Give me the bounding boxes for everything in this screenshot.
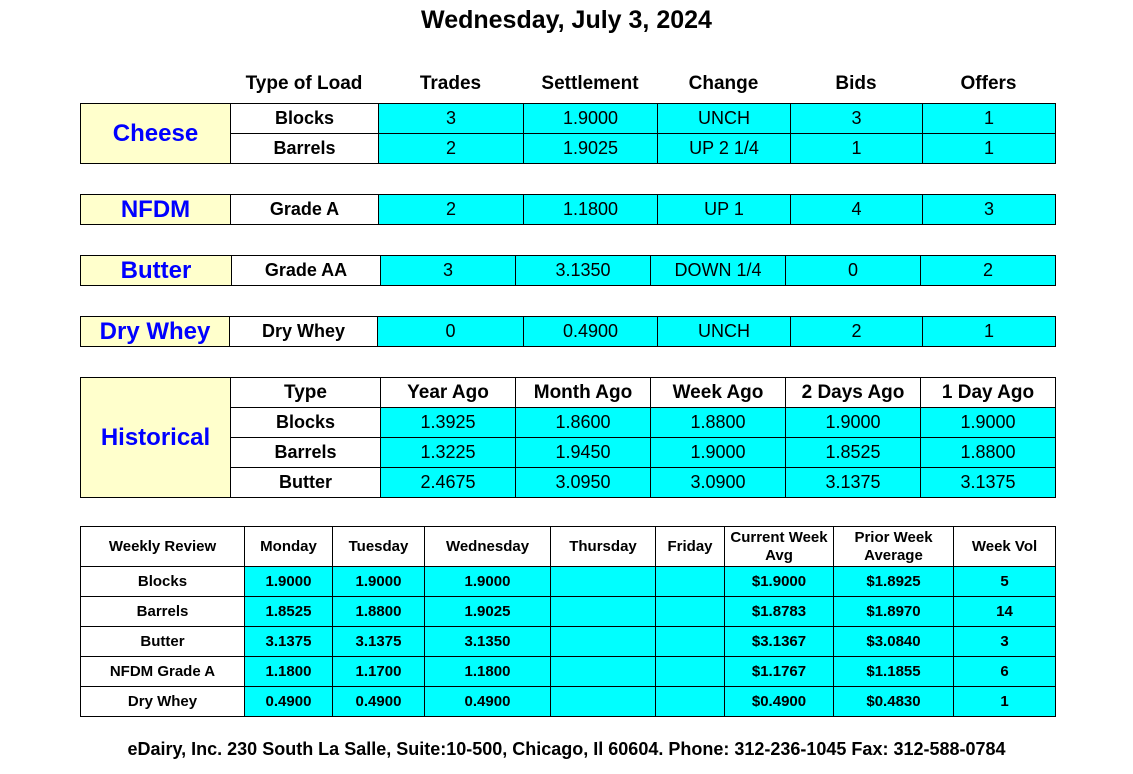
load-type: Grade AA — [232, 256, 381, 286]
settlement-cell: 1.1800 — [524, 195, 658, 225]
category-cheese: Cheese — [81, 104, 231, 164]
weekly-value: 0.4900 — [425, 687, 551, 717]
weekly-value: 3.1350 — [425, 627, 551, 657]
weekly-value: 1.8800 — [333, 597, 425, 627]
weekly-value: $1.1767 — [725, 657, 834, 687]
weekly-value: $3.1367 — [725, 627, 834, 657]
weekly-value: $1.1855 — [834, 657, 954, 687]
hist-value: 1.9000 — [651, 438, 786, 468]
weekly-row-label: NFDM Grade A — [81, 657, 245, 687]
table-row — [81, 256, 1056, 286]
change-cell: UP 2 1/4 — [658, 134, 791, 164]
offers-cell: 3 — [923, 195, 1056, 225]
table-row — [81, 597, 1056, 627]
offers-cell: 1 — [923, 317, 1056, 347]
table-row — [81, 527, 1056, 567]
hist-header-week-ago: Week Ago — [651, 378, 786, 408]
weekly-value: 1.1800 — [245, 657, 333, 687]
weekly-value — [551, 597, 656, 627]
header-change: Change — [688, 73, 759, 94]
weekly-value: $0.4900 — [725, 687, 834, 717]
weekly-value: 0.4900 — [333, 687, 425, 717]
hist-header-type: Type — [231, 378, 381, 408]
category-dry-whey: Dry Whey — [81, 317, 230, 347]
hist-header-month-ago: Month Ago — [516, 378, 651, 408]
weekly-value: 1 — [954, 687, 1056, 717]
weekly-value: 1.9000 — [333, 567, 425, 597]
bids-cell: 3 — [791, 104, 923, 134]
load-type: Dry Whey — [230, 317, 378, 347]
weekly-value: 3.1375 — [333, 627, 425, 657]
weekly-header-current-avg: Current Week Avg — [725, 527, 834, 567]
change-cell: UP 1 — [658, 195, 791, 225]
bids-cell: 1 — [791, 134, 923, 164]
weekly-header-thursday: Thursday — [551, 527, 656, 567]
weekly-value: $0.4830 — [834, 687, 954, 717]
weekly-value — [656, 687, 725, 717]
weekly-value — [551, 627, 656, 657]
hist-header-1-day-ago: 1 Day Ago — [921, 378, 1056, 408]
load-type: Blocks — [231, 104, 379, 134]
hist-value: 1.8800 — [651, 408, 786, 438]
hist-value: 3.1375 — [786, 468, 921, 498]
table-row — [81, 378, 1056, 408]
hist-header-2-days-ago: 2 Days Ago — [786, 378, 921, 408]
header-bids: Bids — [835, 73, 877, 94]
settlement-cell: 0.4900 — [524, 317, 658, 347]
trades-cell: 2 — [379, 134, 524, 164]
weekly-value: $1.9000 — [725, 567, 834, 597]
hist-value: 1.3925 — [381, 408, 516, 438]
header-type-of-load: Type of Load — [245, 73, 363, 94]
market-header — [230, 66, 1055, 98]
weekly-row-label: Dry Whey — [81, 687, 245, 717]
weekly-header-monday: Monday — [245, 527, 333, 567]
settlement-cell: 1.9000 — [524, 104, 658, 134]
weekly-header-prior-avg: Prior Week Average — [834, 527, 954, 567]
weekly-value: $3.0840 — [834, 627, 954, 657]
weekly-value: 1.9025 — [425, 597, 551, 627]
change-cell: UNCH — [658, 317, 791, 347]
table-row — [81, 657, 1056, 687]
weekly-header-week-vol: Week Vol — [954, 527, 1056, 567]
offers-cell: 1 — [923, 104, 1056, 134]
whey-table — [80, 316, 1056, 347]
table-row — [81, 195, 1056, 225]
weekly-value — [656, 597, 725, 627]
butter-table — [80, 255, 1056, 286]
hist-value: 1.9000 — [921, 408, 1056, 438]
weekly-header-tuesday: Tuesday — [333, 527, 425, 567]
weekly-value: 1.8525 — [245, 597, 333, 627]
bids-cell: 2 — [791, 317, 923, 347]
change-cell: UNCH — [658, 104, 791, 134]
weekly-review-table — [80, 526, 1056, 717]
table-row — [81, 687, 1056, 717]
weekly-row-label: Butter — [81, 627, 245, 657]
trades-cell: 2 — [379, 195, 524, 225]
weekly-value: 6 — [954, 657, 1056, 687]
weekly-value: 1.1800 — [425, 657, 551, 687]
hist-type: Butter — [231, 468, 381, 498]
hist-value: 2.4675 — [381, 468, 516, 498]
header-settlement: Settlement — [541, 73, 639, 94]
table-row — [81, 104, 1056, 134]
trades-cell: 0 — [378, 317, 524, 347]
nfdm-table — [80, 194, 1056, 225]
header-offers: Offers — [960, 73, 1017, 94]
hist-type: Barrels — [231, 438, 381, 468]
weekly-header-friday: Friday — [656, 527, 725, 567]
weekly-value: 3 — [954, 627, 1056, 657]
weekly-value — [551, 657, 656, 687]
weekly-value: 1.9000 — [245, 567, 333, 597]
table-row — [81, 567, 1056, 597]
weekly-value: $1.8970 — [834, 597, 954, 627]
hist-value: 3.1375 — [921, 468, 1056, 498]
offers-cell: 2 — [921, 256, 1056, 286]
weekly-value — [656, 567, 725, 597]
weekly-value: $1.8783 — [725, 597, 834, 627]
weekly-value: 5 — [954, 567, 1056, 597]
hist-header-year-ago: Year Ago — [381, 378, 516, 408]
weekly-value: 1.1700 — [333, 657, 425, 687]
weekly-value: 3.1375 — [245, 627, 333, 657]
footer-contact: eDairy, Inc. 230 South La Salle, Suite:10-500, Chicago, Il 60604. Phone: 312-236-1045 Fax: 312-588-0784 — [127, 739, 1006, 759]
weekly-value: 14 — [954, 597, 1056, 627]
hist-value: 1.9000 — [786, 408, 921, 438]
bids-cell: 0 — [786, 256, 921, 286]
weekly-value: $1.8925 — [834, 567, 954, 597]
weekly-value — [656, 627, 725, 657]
load-type: Grade A — [231, 195, 379, 225]
weekly-row-label: Blocks — [81, 567, 245, 597]
historical-table — [80, 377, 1056, 498]
hist-type: Blocks — [231, 408, 381, 438]
weekly-value — [656, 657, 725, 687]
weekly-value: 0.4900 — [245, 687, 333, 717]
hist-value: 1.3225 — [381, 438, 516, 468]
bids-cell: 4 — [791, 195, 923, 225]
weekly-row-label: Barrels — [81, 597, 245, 627]
weekly-value: 1.9000 — [425, 567, 551, 597]
weekly-header-label: Weekly Review — [81, 527, 245, 567]
cheese-table — [80, 103, 1056, 164]
change-cell: DOWN 1/4 — [651, 256, 786, 286]
category-butter: Butter — [81, 256, 232, 286]
table-row — [81, 317, 1056, 347]
weekly-header-wednesday: Wednesday — [425, 527, 551, 567]
header-trades: Trades — [419, 73, 482, 94]
offers-cell: 1 — [923, 134, 1056, 164]
page-title: Wednesday, July 3, 2024 — [421, 6, 712, 34]
hist-value: 1.8525 — [786, 438, 921, 468]
load-type: Barrels — [231, 134, 379, 164]
weekly-value — [551, 567, 656, 597]
table-row — [81, 627, 1056, 657]
trades-cell: 3 — [379, 104, 524, 134]
hist-value: 3.0950 — [516, 468, 651, 498]
settlement-cell: 3.1350 — [516, 256, 651, 286]
hist-value: 1.8600 — [516, 408, 651, 438]
hist-value: 3.0900 — [651, 468, 786, 498]
hist-value: 1.8800 — [921, 438, 1056, 468]
trades-cell: 3 — [381, 256, 516, 286]
category-nfdm: NFDM — [81, 195, 231, 225]
category-historical: Historical — [81, 378, 231, 498]
hist-value: 1.9450 — [516, 438, 651, 468]
settlement-cell: 1.9025 — [524, 134, 658, 164]
weekly-value — [551, 687, 656, 717]
